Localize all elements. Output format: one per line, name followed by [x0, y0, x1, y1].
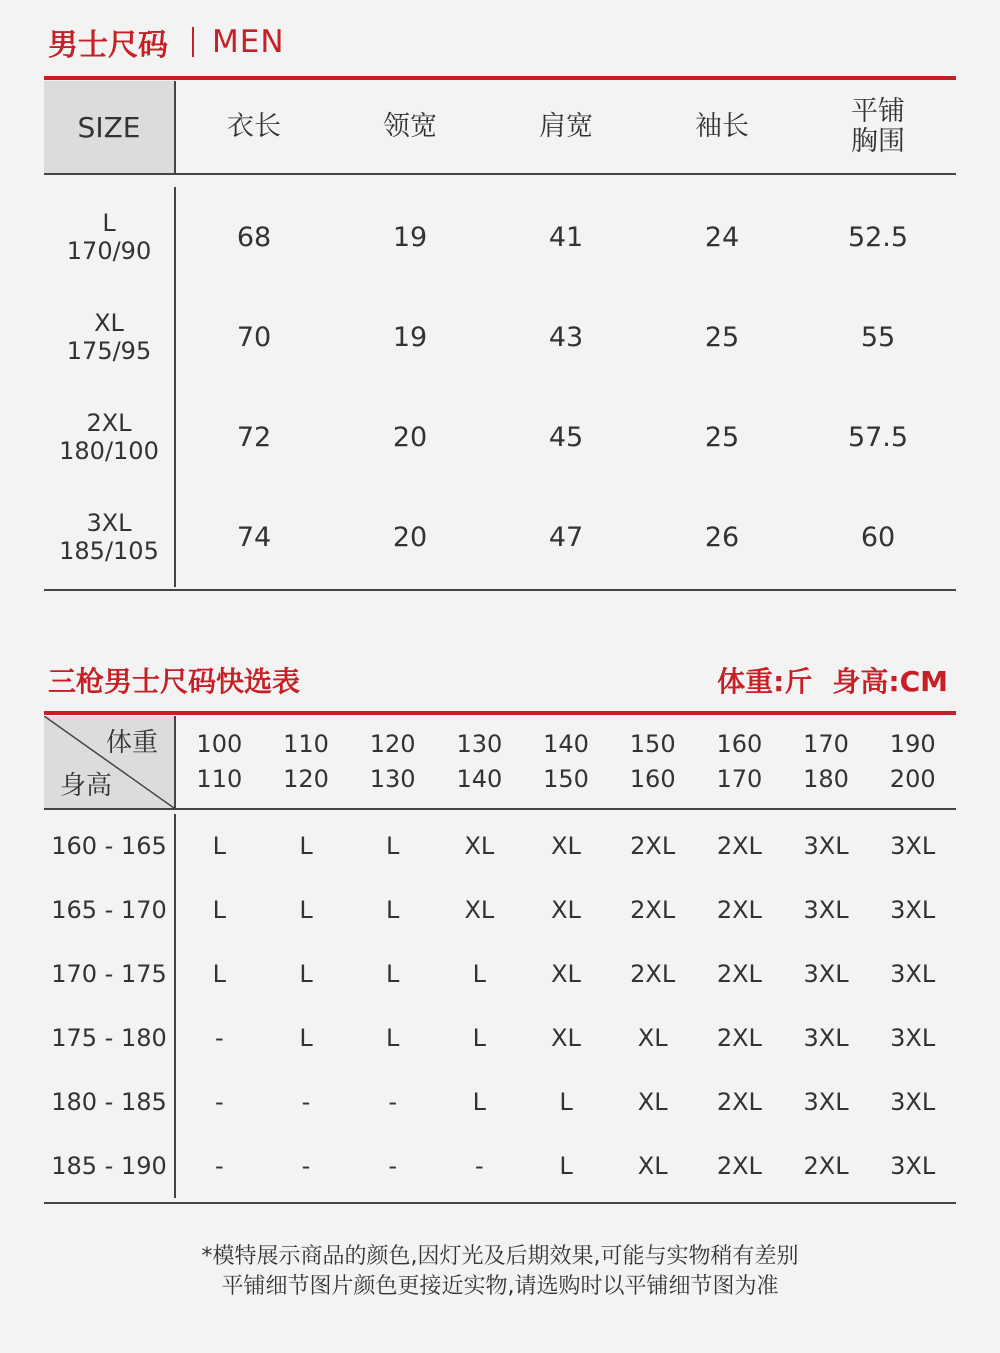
table-cell: 41 [548, 221, 584, 253]
table-cell: L [385, 832, 400, 860]
row-height-cell: 185 - 190 [44, 1134, 176, 1198]
table-cell: L [472, 1088, 487, 1116]
row-height-cell: 180 - 185 [44, 1070, 176, 1134]
table-cell: 72 [236, 421, 272, 453]
row-size-cell: 3XL 185/105 [44, 487, 176, 587]
table-cell: 2XL [716, 1152, 762, 1180]
weight-header: 130 140 [456, 730, 503, 793]
table-cell: XL [637, 1152, 668, 1180]
row-height-cell: 165 - 170 [44, 878, 176, 942]
title-separator [192, 27, 194, 57]
weight-header: 170 180 [803, 730, 849, 793]
table-cell: 25 [704, 421, 740, 453]
note-line-2: 平铺细节图片颜色更接近实物,请选购时以平铺细节图为准 [221, 1274, 779, 1299]
table-cell: 2XL [716, 960, 762, 988]
table-cell: XL [464, 896, 495, 924]
table-cell: 3XL [890, 1024, 936, 1052]
weight-header: 190 200 [889, 730, 936, 793]
table-cell: XL [637, 1024, 668, 1052]
table-cell: 3XL [803, 960, 849, 988]
table-cell: 3XL [803, 1024, 849, 1052]
table-cell: 3XL [803, 1088, 849, 1116]
table-cell: L [472, 960, 487, 988]
table-cell: XL [637, 1088, 668, 1116]
table-cell: XL [551, 896, 581, 924]
table-cell: 2XL [716, 896, 762, 924]
corner-cell [44, 716, 176, 808]
table-row [44, 487, 956, 587]
header-size: SIZE [44, 81, 176, 173]
table-cell: 70 [236, 321, 272, 353]
table-cell: - [388, 1152, 398, 1180]
section1-title [48, 22, 285, 62]
weight-header: 140 150 [543, 730, 589, 793]
table-cell: 45 [548, 421, 584, 453]
weight-header: 100 110 [196, 730, 243, 793]
table-cell: 3XL [803, 832, 849, 860]
table-cell: 3XL [803, 896, 849, 924]
table-cell: L [385, 896, 400, 924]
table-cell: 68 [236, 221, 272, 253]
size-table-body [44, 175, 956, 591]
table-cell: 47 [548, 521, 584, 553]
table-cell: - [301, 1088, 311, 1116]
table-cell: L [385, 960, 400, 988]
table-cell: L [559, 1152, 573, 1180]
table-cell: XL [551, 832, 581, 860]
section1-title-en: MEN [212, 24, 285, 60]
note-line-1: *模特展示商品的颜色,因灯光及后期效果,可能与实物稍有差别 [201, 1244, 799, 1269]
table-cell: 43 [548, 321, 584, 353]
quick-select-header [44, 716, 956, 810]
corner-height-label: 身高 [60, 771, 113, 801]
table-cell: L [212, 896, 227, 924]
quick-select-body [44, 810, 956, 1204]
table-cell: 57.5 [847, 421, 909, 453]
table-cell: 52.5 [847, 221, 909, 253]
table-row [44, 1070, 956, 1134]
table-row [44, 287, 956, 387]
table-cell: XL [551, 960, 581, 988]
table-row [44, 942, 956, 1006]
weight-header: 160 170 [716, 730, 763, 793]
header-length: 衣长 [227, 111, 281, 142]
table-cell: 19 [392, 321, 428, 353]
table-cell: 2XL [630, 832, 676, 860]
section2-red-rule [44, 711, 956, 715]
header-sleeve: 袖长 [695, 111, 749, 142]
table-cell: 60 [860, 521, 896, 553]
table-cell: 2XL [803, 1152, 849, 1180]
header-chest: 平铺胸围 [851, 96, 905, 157]
table-cell: XL [551, 1024, 581, 1052]
weight-header: 110 120 [283, 730, 329, 793]
row-height-cell: 170 - 175 [44, 942, 176, 1006]
table-cell: L [385, 1024, 400, 1052]
table-cell: 3XL [890, 960, 936, 988]
table-cell: 24 [704, 221, 740, 253]
table-cell: 25 [704, 321, 740, 353]
table-cell: 19 [392, 221, 428, 253]
table-cell: L [559, 1088, 573, 1116]
table-cell: - [215, 1024, 224, 1052]
table-cell: 20 [392, 421, 428, 453]
size-table [44, 81, 956, 591]
table-cell: L [299, 1024, 313, 1052]
header-collar: 领宽 [383, 111, 437, 142]
table-cell: 3XL [890, 832, 936, 860]
weight-header: 150 160 [629, 730, 676, 793]
unit-height: 身高:CM [832, 665, 948, 698]
table-cell: - [215, 1152, 224, 1180]
table-cell: L [212, 832, 227, 860]
row-size-cell: 2XL 180/100 [44, 387, 176, 487]
table-row [44, 1006, 956, 1070]
table-cell: - [388, 1088, 398, 1116]
section2-units [717, 660, 948, 700]
table-cell: L [299, 896, 313, 924]
table-cell: - [301, 1152, 311, 1180]
row-size-cell: XL 175/95 [44, 287, 176, 387]
table-cell: 2XL [716, 1088, 762, 1116]
section2-title: 三枪男士尺码快选表 [48, 665, 301, 698]
corner-weight-label: 体重 [105, 728, 158, 758]
table-cell: 2XL [630, 960, 676, 988]
table-cell: 26 [704, 521, 740, 553]
table-cell: 3XL [890, 1152, 936, 1180]
table-cell: 2XL [630, 896, 676, 924]
size-table-header [44, 81, 956, 175]
weight-header: 120 130 [369, 730, 416, 793]
table-cell: - [215, 1088, 224, 1116]
table-cell: - [475, 1152, 484, 1180]
table-cell: 3XL [890, 896, 936, 924]
disclaimer-note [0, 1242, 1000, 1302]
quick-select-table [44, 716, 956, 1204]
unit-weight: 体重:斤 [717, 665, 813, 698]
table-cell: 55 [860, 321, 896, 353]
table-cell: 74 [236, 521, 272, 553]
table-cell: XL [464, 832, 495, 860]
table-cell: L [299, 960, 313, 988]
table-row [44, 387, 956, 487]
header-shoulder: 肩宽 [539, 111, 593, 142]
section1-red-rule [44, 76, 956, 80]
section1-title-cn: 男士尺码 [48, 28, 168, 63]
table-row [44, 814, 956, 878]
table-row [44, 878, 956, 942]
row-height-cell: 175 - 180 [44, 1006, 176, 1070]
table-cell: 3XL [890, 1088, 936, 1116]
row-height-cell: 160 - 165 [44, 814, 176, 878]
table-cell: 2XL [716, 832, 762, 860]
table-cell: L [212, 960, 227, 988]
table-cell: 20 [392, 521, 428, 553]
table-cell: L [472, 1024, 487, 1052]
table-row [44, 1134, 956, 1198]
row-size-cell: L 170/90 [44, 187, 176, 287]
table-row [44, 187, 956, 287]
table-cell: L [299, 832, 313, 860]
table-cell: 2XL [716, 1024, 762, 1052]
